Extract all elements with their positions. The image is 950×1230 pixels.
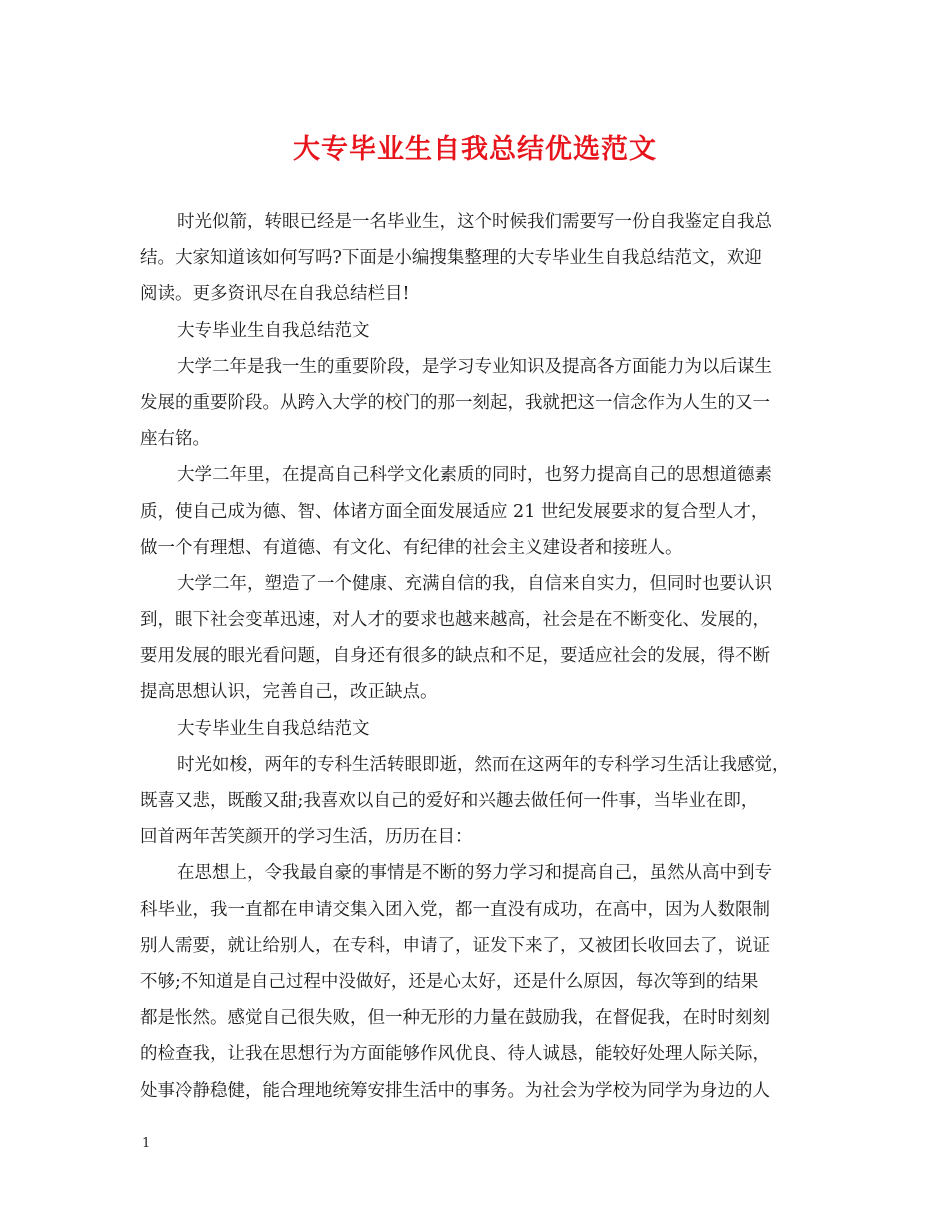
text-line: 的检查我，让我在思想行为方面能够作风优良、待人诚恳，能较好处理人际关际，: [140, 1044, 770, 1065]
text-line: 阅读。更多资讯尽在自我总结栏目!: [140, 284, 410, 305]
text-line: 质，使自己成为德、智、体诸方面全面发展适应 21 世纪发展要求的复合型人才，: [140, 501, 769, 522]
text-line: 回首两年苦笑颜开的学习生活，历历在目：: [140, 827, 473, 848]
text-line: 别人需要，就让给别人，在专科，申请了，证发下来了，又被团长收回去了，说证: [140, 935, 770, 956]
document-title: 大专毕业生自我总结优选范文: [293, 134, 657, 165]
text-line: 提高思想认识，完善自己，改正缺点。: [140, 682, 438, 703]
text-line: 大专毕业生自我总结范文: [177, 718, 370, 739]
text-line: 做一个有理想、有道德、有文化、有纪律的社会主义建设者和接班人。: [140, 537, 683, 558]
text-line: 都是怅然。感觉自己很失败，但一种无形的力量在鼓励我，在督促我，在时时刻刻: [140, 1008, 770, 1029]
text-line: 大学二年是我一生的重要阶段，是学习专业知识及提高各方面能力为以后谋生: [177, 356, 772, 377]
text-line: 大学二年，塑造了一个健康、充满自信的我，自信来自实力，但同时也要认识: [177, 573, 772, 594]
text-line: 处事冷静稳健，能合理地统筹安排生活中的事务。为社会为学校为同学为身边的人: [140, 1080, 770, 1101]
text-line: 结。大家知道该如何写吗?下面是小编搜集整理的大专毕业生自我总结范文，欢迎: [140, 248, 762, 269]
text-line: 发展的重要阶段。从跨入大学的校门的那一刻起，我就把这一信念作为人生的又一: [140, 392, 770, 413]
text-line: 既喜又悲，既酸又甜;我喜欢以自己的爱好和兴趣去做任何一件事，当毕业在即，: [140, 791, 759, 811]
text-line: 在思想上，令我最自豪的事情是不断的努力学习和提高自己，虽然从高中到专: [177, 863, 772, 884]
document-body: [140, 204, 815, 1109]
page-number: 1: [142, 1136, 151, 1151]
text-line: 时光似箭，转眼已经是一名毕业生，这个时候我们需要写一份自我鉴定自我总: [177, 212, 772, 232]
text-line: 要用发展的眼光看问题，自身还有很多的缺点和不足，要适应社会的发展，得不断: [140, 646, 770, 667]
text-line: 科毕业，我一直都在申请交集入团入党，都一直没有成功，在高中，因为人数限制: [140, 899, 770, 920]
text-line: 大专毕业生自我总结范文: [177, 320, 370, 341]
text-line: 座右铭。: [140, 429, 210, 450]
text-line: 不够;不知道是自己过程中没做好，还是心太好，还是什么原因，每次等到的结果: [140, 971, 759, 992]
text-line: 时光如梭，两年的专科生活转眼即逝，然而在这两年的专科学习生活让我感觉，: [177, 754, 790, 775]
text-line: 大学二年里，在提高自己科学文化素质的同时，也努力提高自己的思想道德素: [177, 465, 772, 486]
text-line: 到，眼下社会变革迅速，对人才的要求也越来越高，社会是在不断变化、发展的，: [140, 610, 770, 631]
